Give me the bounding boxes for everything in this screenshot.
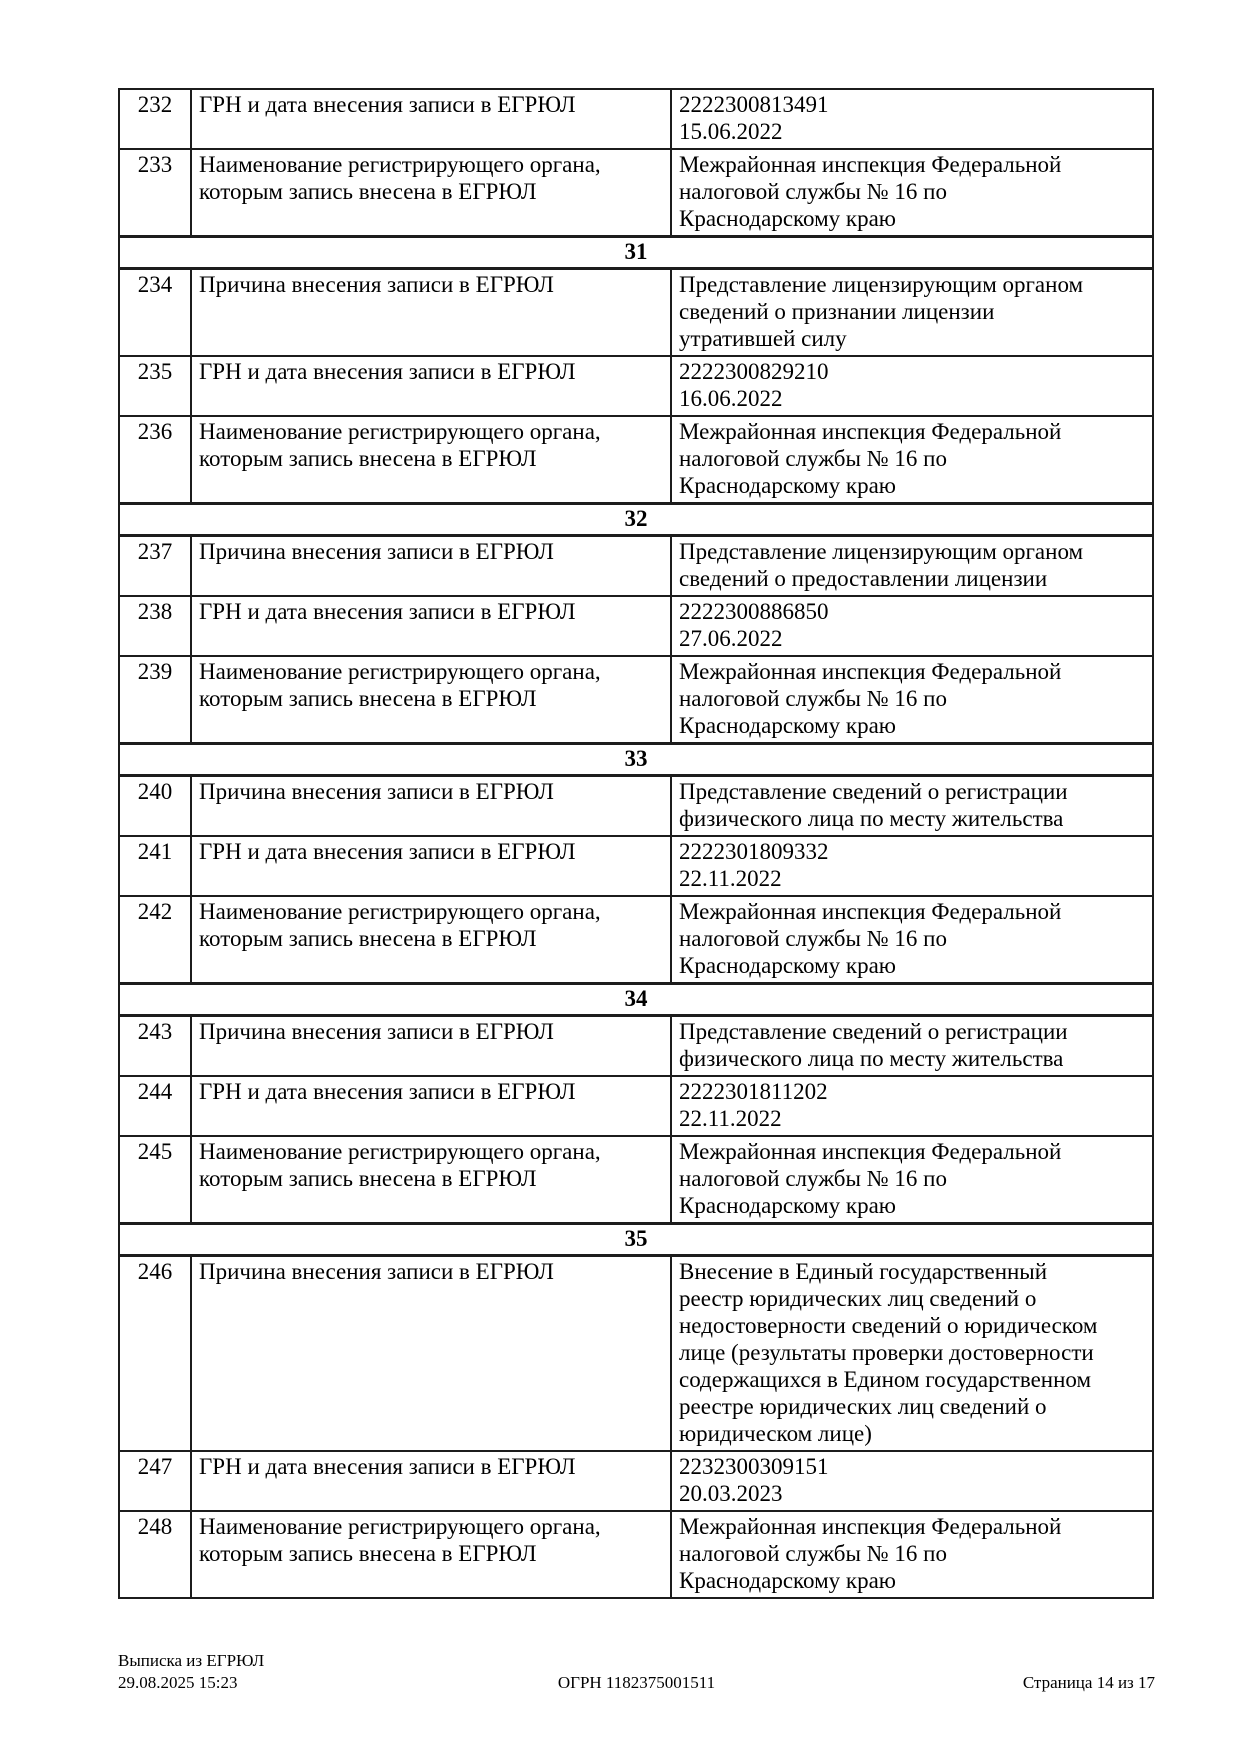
egrul-records-table	[118, 88, 1154, 1599]
row-label: Наименование регистрирующего органа, которым запись внесена в ЕГРЮЛ	[191, 416, 671, 504]
row-value: Межрайонная инспекция Федеральной налоговой службы № 16 по Краснодарскому краю	[671, 1136, 1153, 1224]
table-row	[119, 416, 1153, 504]
row-label: ГРН и дата внесения записи в ЕГРЮЛ	[191, 356, 671, 416]
row-value: Представление лицензирующим органом сведений о предоставлении лицензии	[671, 536, 1153, 597]
row-value: 2222300813491 15.06.2022	[671, 89, 1153, 149]
row-value: Межрайонная инспекция Федеральной налоговой службы № 16 по Краснодарскому краю	[671, 896, 1153, 984]
row-label: Причина внесения записи в ЕГРЮЛ	[191, 1016, 671, 1077]
row-label: Причина внесения записи в ЕГРЮЛ	[191, 269, 671, 357]
footer-left-block	[118, 1650, 464, 1694]
row-number: 245	[119, 1136, 191, 1224]
section-number: 33	[119, 744, 1153, 776]
row-value: 2232300309151 20.03.2023	[671, 1451, 1153, 1511]
row-label: ГРН и дата внесения записи в ЕГРЮЛ	[191, 89, 671, 149]
footer-ogrn: ОГРН 1182375001511	[557, 1673, 716, 1692]
row-number: 248	[119, 1511, 191, 1598]
row-value: 2222300829210 16.06.2022	[671, 356, 1153, 416]
row-number: 239	[119, 656, 191, 744]
row-label: Наименование регистрирующего органа, которым запись внесена в ЕГРЮЛ	[191, 149, 671, 237]
row-label: Наименование регистрирующего органа, которым запись внесена в ЕГРЮЛ	[191, 1511, 671, 1598]
row-number: 236	[119, 416, 191, 504]
section-number: 35	[119, 1224, 1153, 1256]
table-row	[119, 269, 1153, 357]
section-header-row	[119, 237, 1153, 269]
section-header-row	[119, 984, 1153, 1016]
row-number: 234	[119, 269, 191, 357]
row-number: 247	[119, 1451, 191, 1511]
row-number: 238	[119, 596, 191, 656]
row-number: 244	[119, 1076, 191, 1136]
row-number: 246	[119, 1256, 191, 1452]
table-row	[119, 596, 1153, 656]
row-label: ГРН и дата внесения записи в ЕГРЮЛ	[191, 1076, 671, 1136]
footer-doc-title: Выписка из ЕГРЮЛ	[118, 1651, 265, 1670]
row-value: 2222300886850 27.06.2022	[671, 596, 1153, 656]
section-header-row	[119, 1224, 1153, 1256]
row-number: 240	[119, 776, 191, 837]
row-label: ГРН и дата внесения записи в ЕГРЮЛ	[191, 596, 671, 656]
table-row	[119, 89, 1153, 149]
section-header-row	[119, 504, 1153, 536]
row-number: 242	[119, 896, 191, 984]
row-value: 2222301809332 22.11.2022	[671, 836, 1153, 896]
row-label: Наименование регистрирующего органа, которым запись внесена в ЕГРЮЛ	[191, 656, 671, 744]
row-value: Представление лицензирующим органом сведений о признании лицензии утратившей силу	[671, 269, 1153, 357]
table-body	[119, 89, 1153, 1598]
row-number: 233	[119, 149, 191, 237]
table-row	[119, 896, 1153, 984]
row-number: 232	[119, 89, 191, 149]
row-number: 243	[119, 1016, 191, 1077]
table-row	[119, 1256, 1153, 1452]
row-label: Наименование регистрирующего органа, которым запись внесена в ЕГРЮЛ	[191, 896, 671, 984]
section-number: 31	[119, 237, 1153, 269]
table-row	[119, 536, 1153, 597]
row-number: 235	[119, 356, 191, 416]
table-row	[119, 149, 1153, 237]
table-row	[119, 836, 1153, 896]
row-label: Причина внесения записи в ЕГРЮЛ	[191, 1256, 671, 1452]
footer-generated-datetime: 29.08.2025 15:23	[118, 1673, 238, 1692]
row-value: Межрайонная инспекция Федеральной налоговой службы № 16 по Краснодарскому краю	[671, 1511, 1153, 1598]
table-row	[119, 1016, 1153, 1077]
row-value: Внесение в Единый государственный реестр юридических лиц сведений о недостоверности сведений о юридическом лице (результаты проверки достоверности содержащихся в Едином государственном реестре юридических лиц сведений о юридическом лице)	[671, 1256, 1153, 1452]
table-row	[119, 776, 1153, 837]
table-row	[119, 1451, 1153, 1511]
page-footer	[118, 1650, 1155, 1694]
row-label: Причина внесения записи в ЕГРЮЛ	[191, 776, 671, 837]
row-value: Межрайонная инспекция Федеральной налоговой службы № 16 по Краснодарскому краю	[671, 656, 1153, 744]
row-value: Представление сведений о регистрации физического лица по месту жительства	[671, 1016, 1153, 1077]
row-label: Наименование регистрирующего органа, которым запись внесена в ЕГРЮЛ	[191, 1136, 671, 1224]
table-row	[119, 356, 1153, 416]
row-value: Межрайонная инспекция Федеральной налоговой службы № 16 по Краснодарскому краю	[671, 416, 1153, 504]
table-row	[119, 1511, 1153, 1598]
table-row	[119, 656, 1153, 744]
row-value: Представление сведений о регистрации физического лица по месту жительства	[671, 776, 1153, 837]
table-row	[119, 1136, 1153, 1224]
row-value: Межрайонная инспекция Федеральной налоговой службы № 16 по Краснодарскому краю	[671, 149, 1153, 237]
section-number: 34	[119, 984, 1153, 1016]
row-value: 2222301811202 22.11.2022	[671, 1076, 1153, 1136]
section-header-row	[119, 744, 1153, 776]
footer-page-info: Страница 14 из 17	[1022, 1673, 1156, 1692]
table-row	[119, 1076, 1153, 1136]
row-number: 237	[119, 536, 191, 597]
row-number: 241	[119, 836, 191, 896]
row-label: ГРН и дата внесения записи в ЕГРЮЛ	[191, 836, 671, 896]
row-label: ГРН и дата внесения записи в ЕГРЮЛ	[191, 1451, 671, 1511]
row-label: Причина внесения записи в ЕГРЮЛ	[191, 536, 671, 597]
section-number: 32	[119, 504, 1153, 536]
